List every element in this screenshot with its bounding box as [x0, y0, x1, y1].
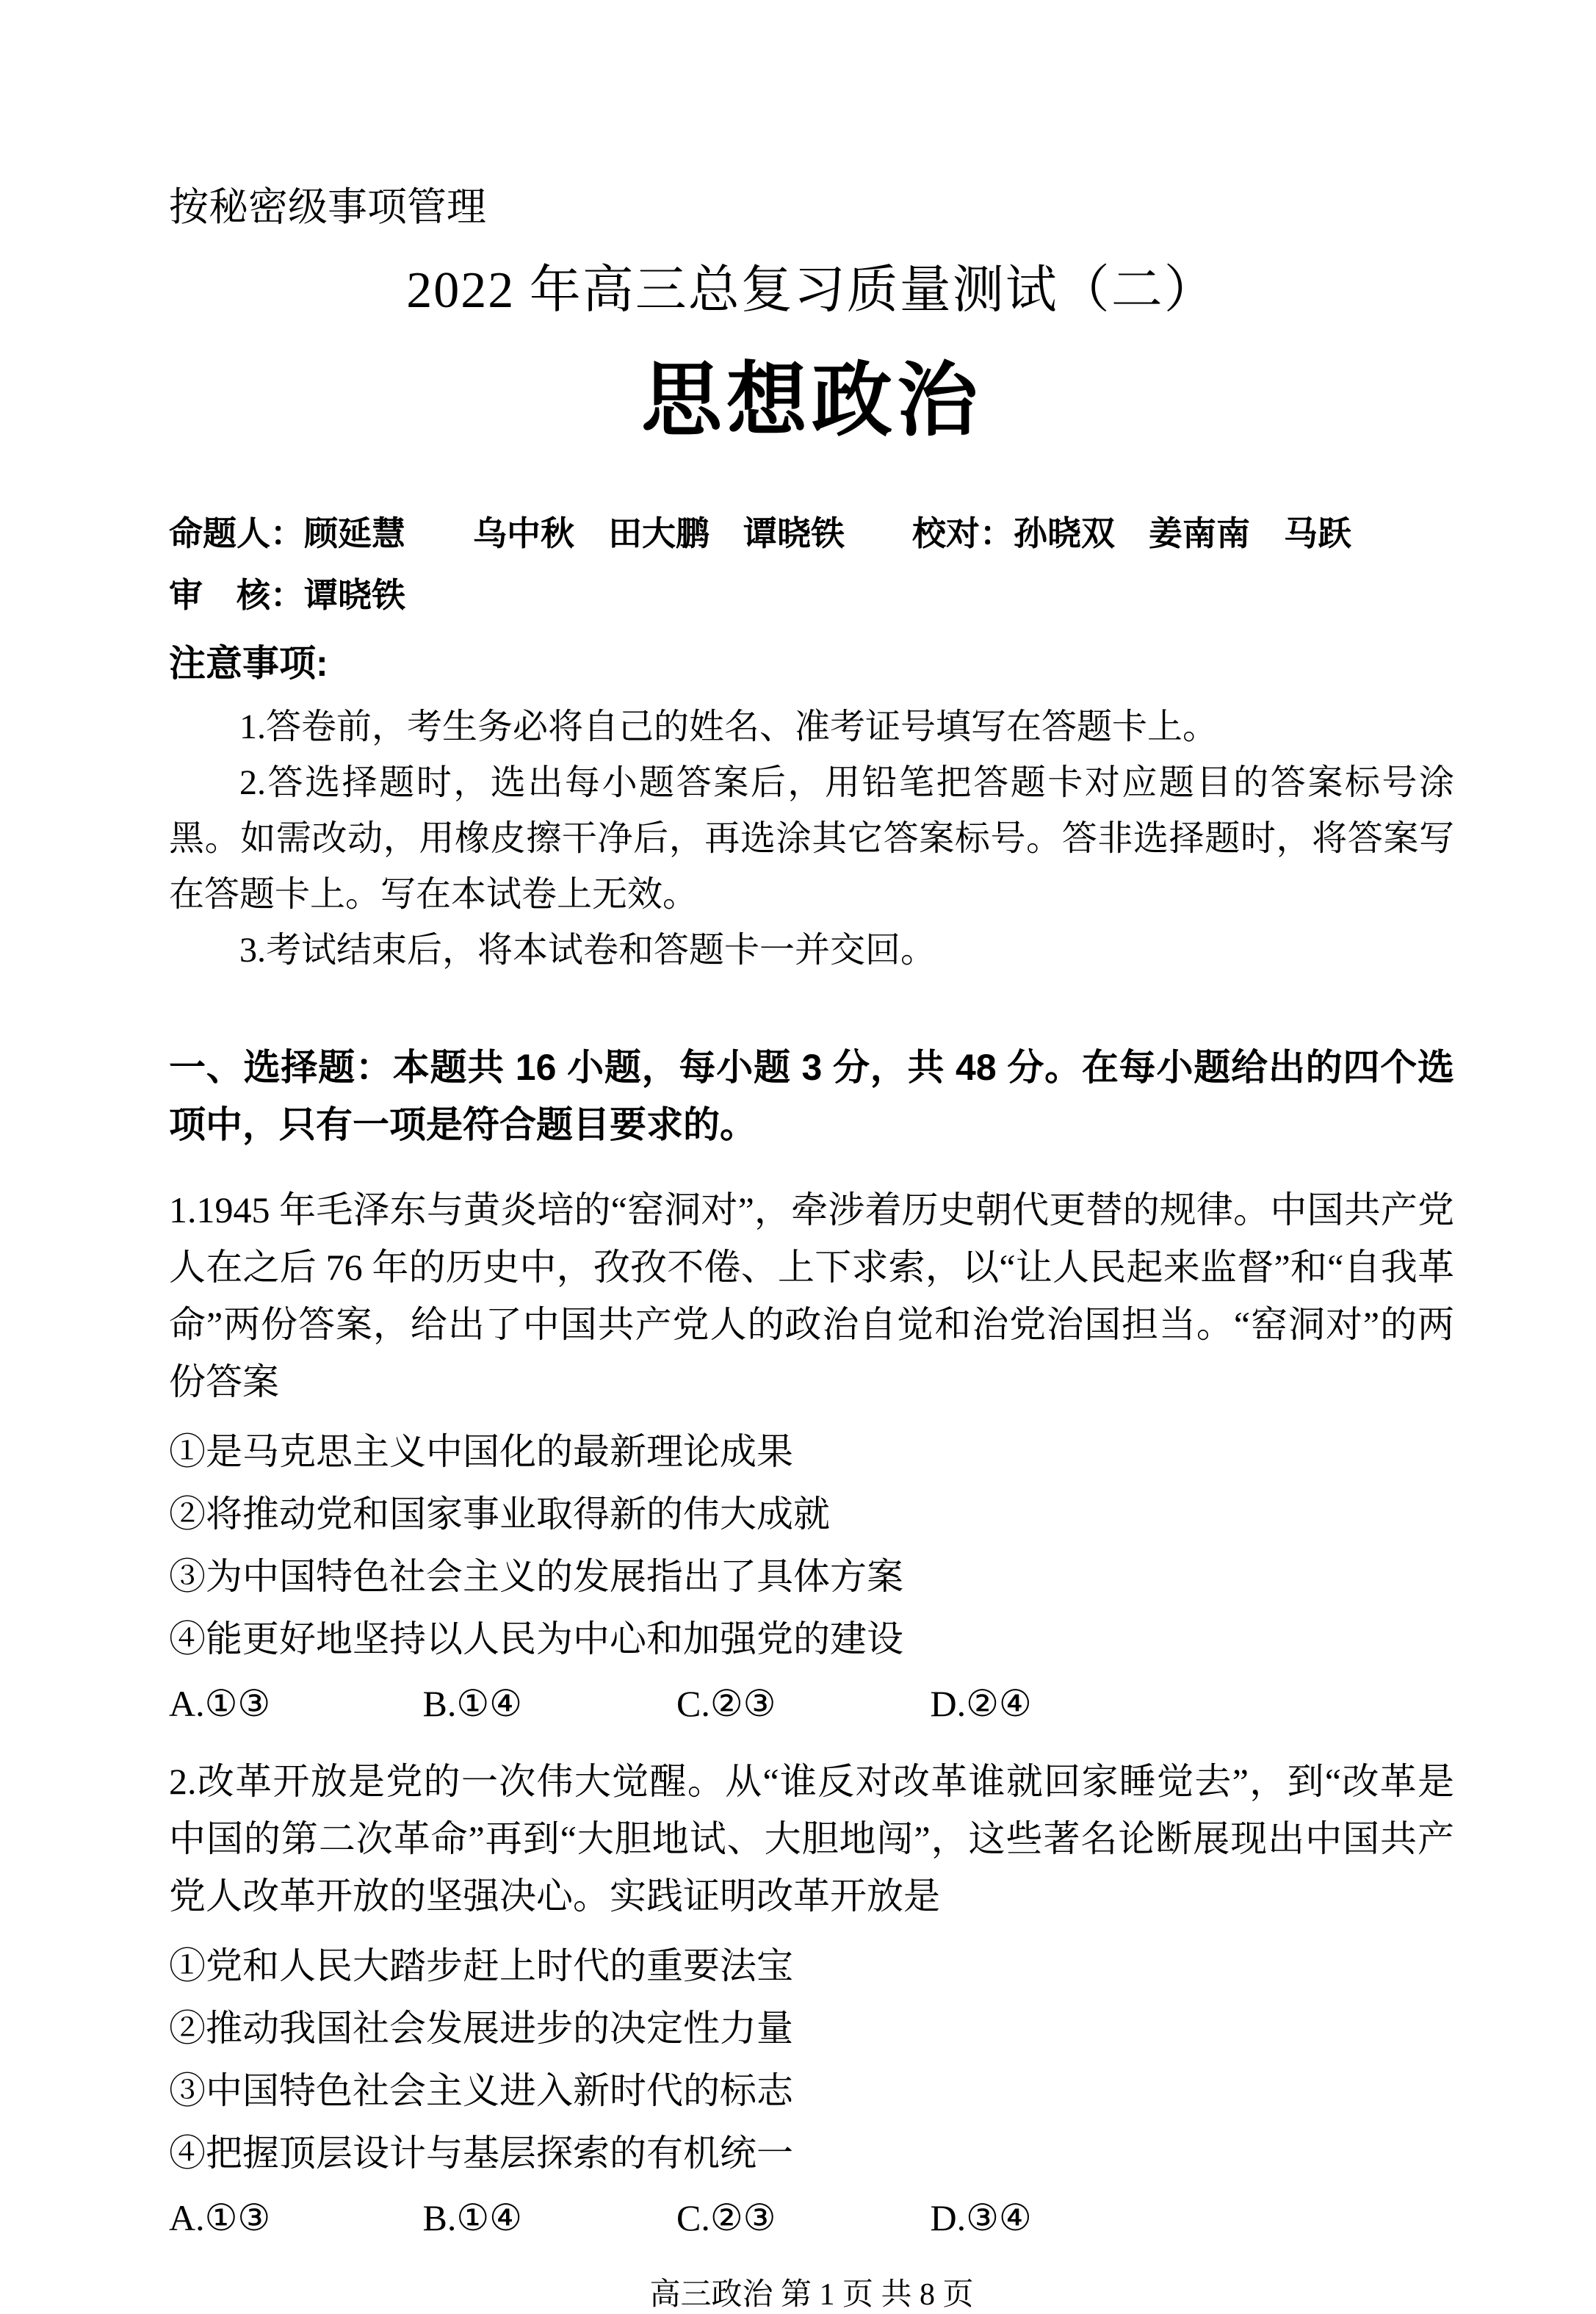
answer-choice-a: A.①③: [169, 2197, 271, 2238]
notice-item-2: 2.答选择题时，选出每小题答案后，用铅笔把答题卡对应题目的答案标号涂黑。如需改动，用橡皮擦干净后，再选涂其它答案标号。答非选择题时，将答案写在答题卡上。写在本试卷上无效。: [169, 763, 1454, 914]
section-header: 一、选择题：本题共 16 小题，每小题 3 分，共 48 分。在每小题给出的四个选项中，只有一项是符合题目要求的。: [169, 1047, 1454, 1145]
examiner-line: 命题人：顾延慧 乌中秋 田大鹏 谭晓铁 校对：孙晓双 姜南南 马跃: [169, 515, 1351, 552]
question-2-option-1: ①党和人民大踏步赶上时代的重要法宝: [169, 1945, 793, 1986]
classification-banner: 按秘密级事项管理: [169, 185, 486, 229]
question-2-option-2: ②推动我国社会发展进步的决定性力量: [169, 2008, 793, 2049]
notice-item-3: 3.考试结束后，将本试卷和答题卡一并交回。: [239, 931, 936, 970]
question-1-stem: 1.1945 年毛泽东与黄炎培的“窑洞对”，牵涉着历史朝代更替的规律。中国共产党人在之后 76 年的历史中，孜孜不倦、上下求索，以“让人民起来监督”和“自我革命”两份答案，给出了中国共产党人的政治自觉和治党治国担当。“窑洞对”的两份答案: [169, 1189, 1454, 1402]
notice-item-1: 1.答卷前，考生务必将自己的姓名、准考证号填写在答题卡上。: [239, 707, 1218, 746]
page-footer: 高三政治 第 1 页 共 8 页: [649, 2278, 974, 2312]
question-1-option-2: ②将推动党和国家事业取得新的伟大成就: [169, 1493, 830, 1535]
answer-choice-c: C.②③: [676, 1683, 776, 1724]
question-2-option-4: ④把握顶层设计与基层探索的有机统一: [169, 2133, 793, 2174]
question-2-answer-row: [169, 2196, 1454, 2239]
answer-choice-b: B.①④: [422, 2197, 522, 2238]
answer-choice-d: D.②④: [930, 1683, 1032, 1724]
exam-title: 2022 年高三总复习质量测试（二）: [406, 262, 1217, 319]
answer-choice-a: A.①③: [169, 1683, 271, 1724]
question-1-answer-row: [169, 1682, 1454, 1725]
answer-choice-d: D.③④: [930, 2197, 1032, 2238]
answer-choice-c: C.②③: [676, 2197, 776, 2238]
question-1-option-4: ④能更好地坚持以人民为中心和加强党的建设: [169, 1618, 903, 1659]
subject-title: 思想政治: [641, 356, 982, 446]
question-1-option-1: ①是马克思主义中国化的最新理论成果: [169, 1431, 793, 1472]
question-2-option-3: ③中国特色社会主义进入新时代的标志: [169, 2070, 793, 2111]
question-2-stem: 2.改革开放是党的一次伟大觉醒。从“谁反对改革谁就回家睡觉去”，到“改革是中国的第二次革命”再到“大胆地试、大胆地闯”，这些著名论断展现出中国共产党人改革开放的坚强决心。实践证明改革开放是: [169, 1761, 1454, 1917]
question-1-option-3: ③为中国特色社会主义的发展指出了具体方案: [169, 1556, 903, 1597]
notice-title: 注意事项:: [169, 643, 328, 684]
answer-choice-b: B.①④: [422, 1683, 522, 1724]
reviewer-line: 审 核：谭晓铁: [169, 577, 405, 614]
